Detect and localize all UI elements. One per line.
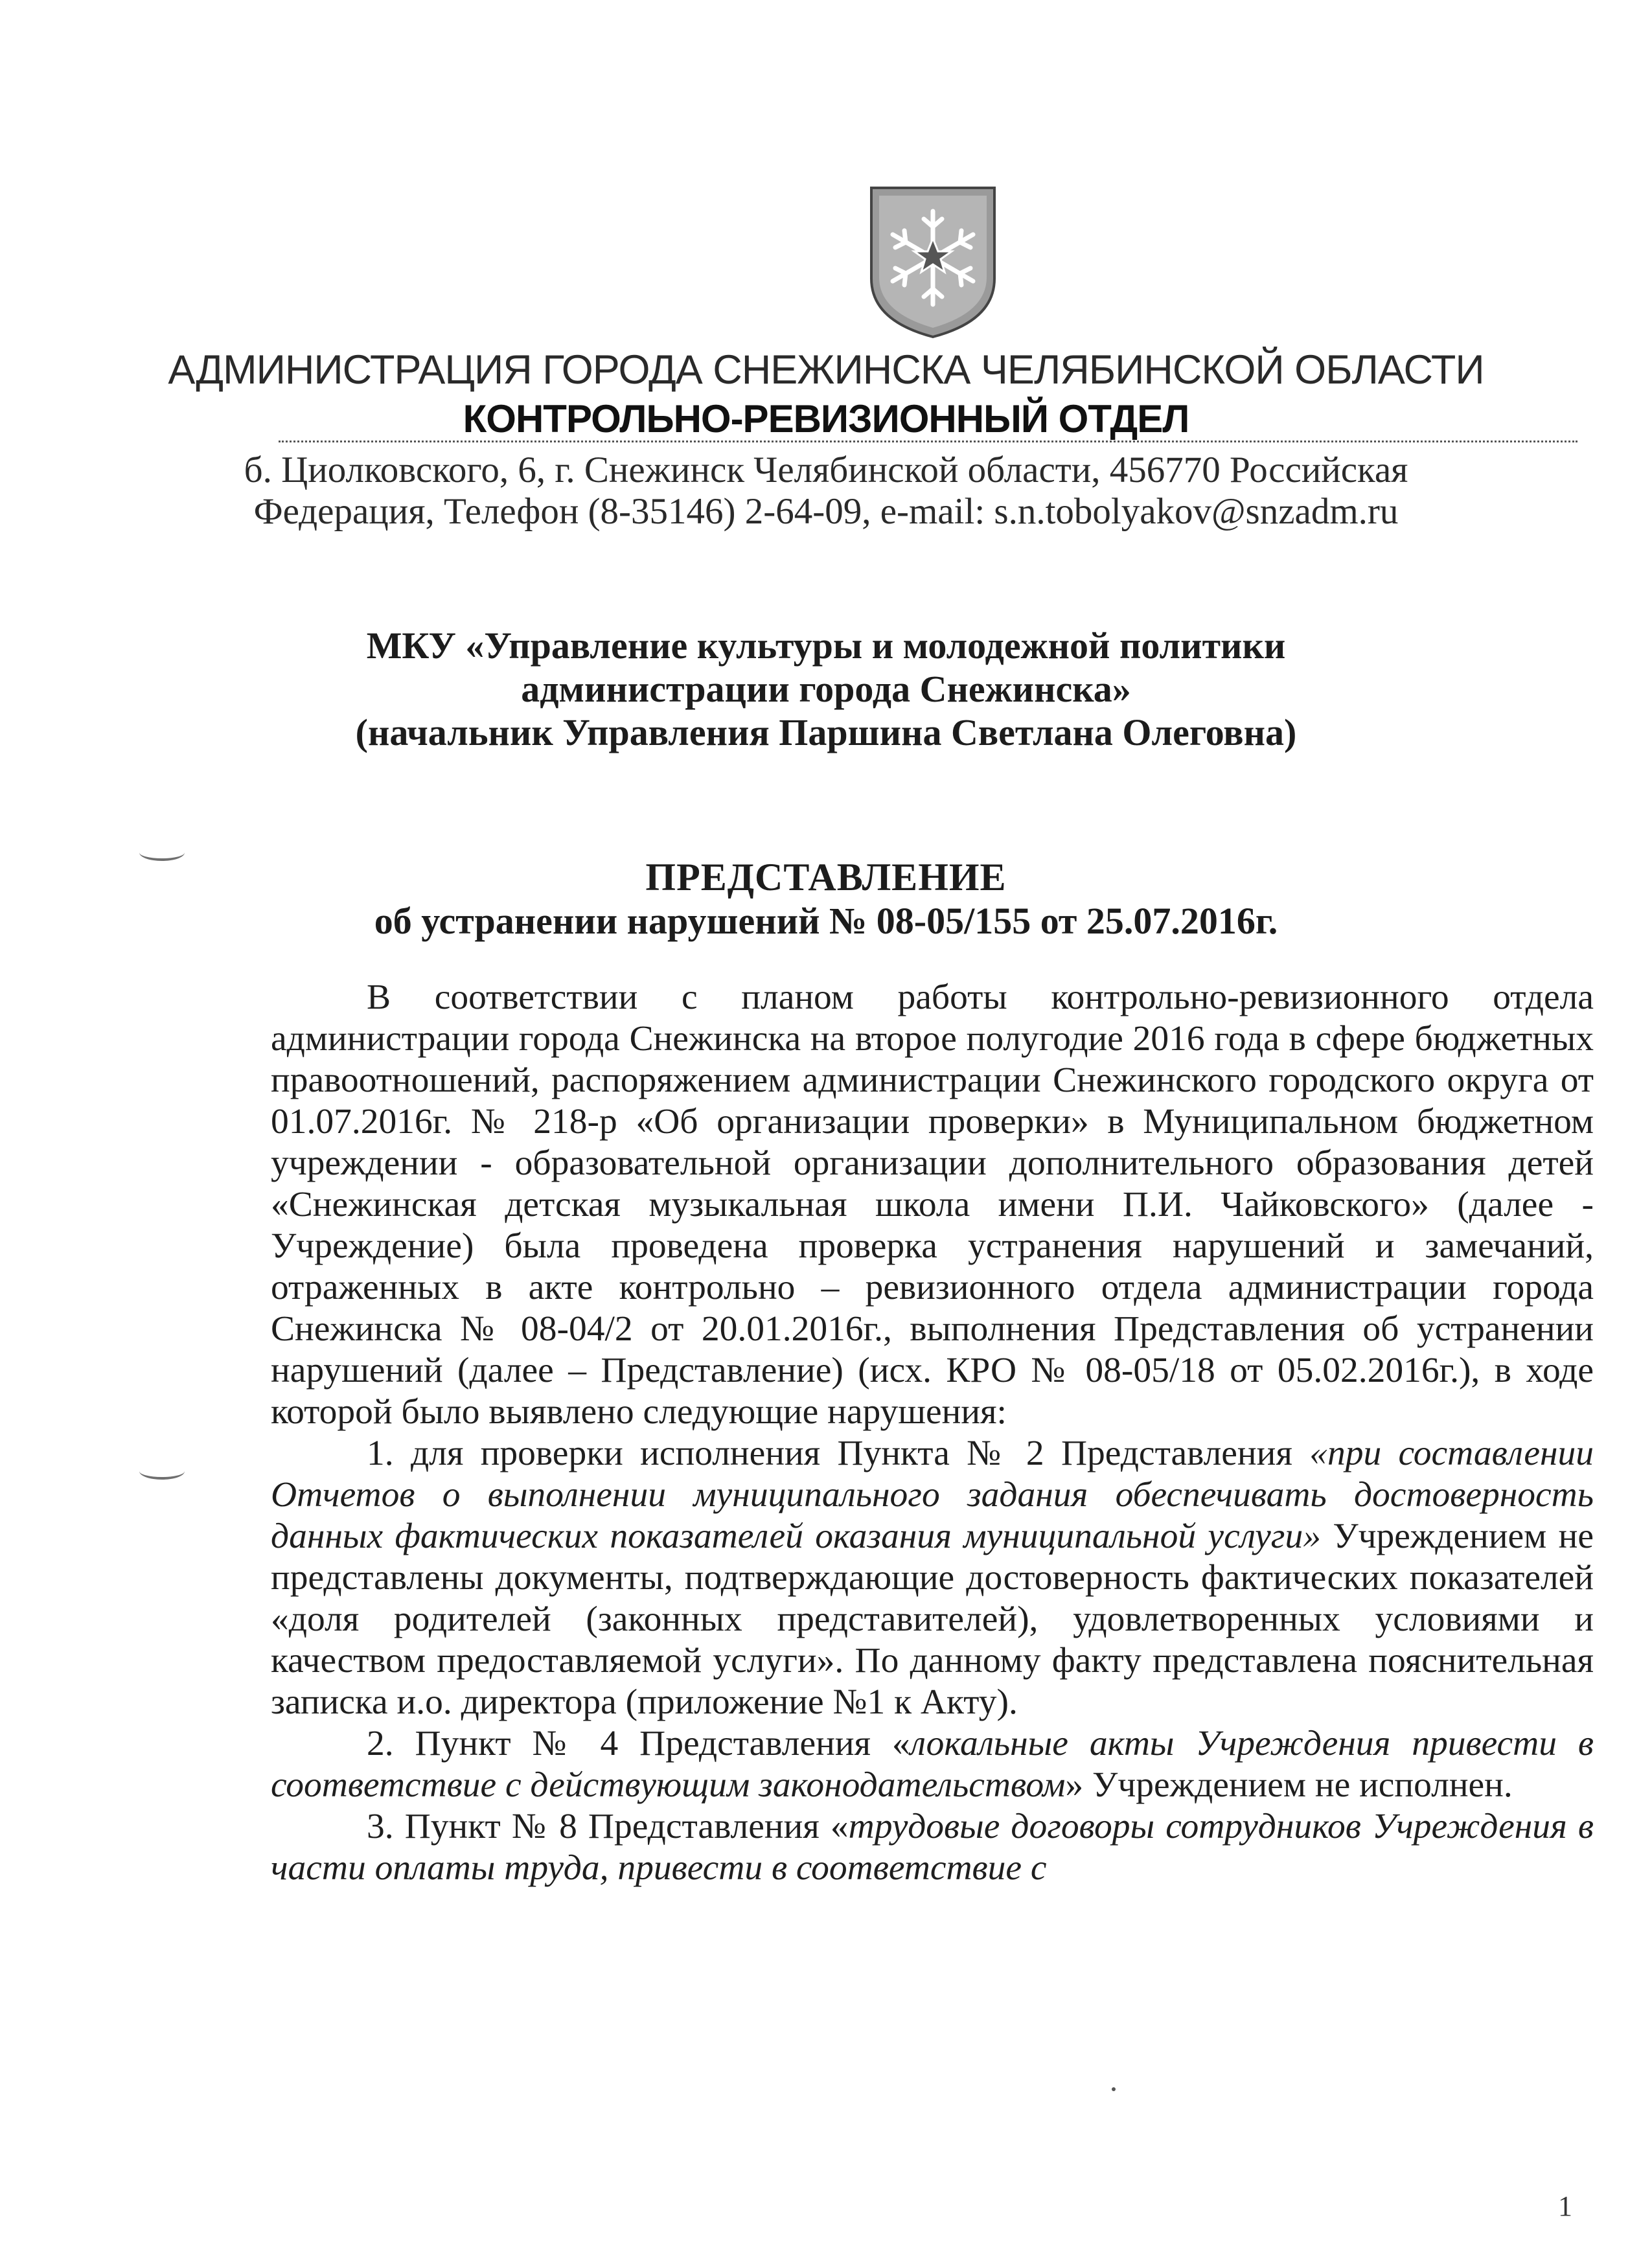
addressee-line-1: МКУ «Управление культуры и молодежной политики: [366, 624, 1286, 667]
scan-mark: [139, 1463, 185, 1480]
addressee-block: [0, 624, 1652, 754]
item-2-rest: » Учреждением не исполнен.: [1065, 1765, 1513, 1805]
item-2-paragraph: [271, 1723, 1594, 1806]
department-title: КОНТРОЛЬНО-РЕВИЗИОННЫЙ ОТДЕЛ: [463, 397, 1189, 441]
item-1-rest: Учреждением не представлены документы, подтверждающие достоверность фактических показателей «доля родителей (законных представителей), удовлетворенных условиями и качеством предоставляемой услуги». По данному факту представлена пояснительная записка и.о. директора (приложение №1 к Акту).: [271, 1517, 1594, 1722]
intro-paragraph: В соответствии с планом работы контрольно-ревизионного отдела администрации города Снежинска на второе полугодие 2016 года в сфере бюджетных правоотношений, распоряжением администрации Снежинского городского округа от 01.07.2016г. № 218-р «Об организации проверки» в Муниципальном бюджетном учреждении - образовательной организации дополнительного образования детей «Снежинская детская музыкальная школа имени П.И. Чайковского» (далее - Учреждение) была проведена проверка устранения нарушений и замечаний, отраженных в акте контрольно – ревизионного отдела администрации города Снежинска № 08-04/2 от 20.01.2016г., выполнения Представления об устранении нарушений (далее – Представление) (исх. КРО № 08-05/18 от 05.02.2016г.), в ходе которой было выявлено следующие нарушения:: [271, 978, 1594, 1432]
item-1-paragraph: [271, 1433, 1594, 1723]
addressee-line-2: администрации города Снежинска»: [521, 668, 1131, 710]
organization-title: АДМИНИСТРАЦИЯ ГОРОДА СНЕЖИНСКА ЧЕЛЯБИНСКОЙ ОБЛАСТИ: [168, 347, 1484, 393]
item-1-prefix: 1. для проверки исполнения Пункта № 2 Представления: [367, 1434, 1310, 1473]
addressee-line-3: (начальник Управления Паршина Светлана Олеговна): [355, 711, 1297, 753]
coat-of-arms-icon: [865, 181, 1001, 340]
scan-mark: [139, 844, 185, 861]
item-1-quote: «при составлении Отчетов о выполнении муниципального задания обеспечивать достоверность данных фактических показателей оказания муниципальной услуги»: [271, 1434, 1594, 1556]
item-2-prefix: 2. Пункт № 4 Представления «: [367, 1724, 910, 1763]
item-3-paragraph: [271, 1806, 1594, 1889]
page-number: 1: [1558, 2190, 1572, 2222]
item-3-prefix: 3. Пункт № 8 Представления «: [367, 1807, 849, 1846]
document-subtitle: об устранении нарушений № 08-05/155 от 25.07.2016г.: [374, 900, 1278, 942]
address-line-2: Федерация, Телефон (8-35146) 2-64-09, e-mail: s.n.tobolyakov@snzadm.ru: [253, 491, 1399, 532]
item-3-quote: трудовые договоры сотрудников Учреждения в части оплаты труда, привести в соответствие с: [271, 1807, 1594, 1888]
header-divider: [279, 441, 1577, 442]
document-title: ПРЕДСТАВЛЕНИЕ: [645, 856, 1007, 899]
scan-dot: [1112, 2087, 1116, 2091]
address-line-1: б. Циолковского, 6, г. Снежинск Челябинской области, 456770 Российская: [244, 450, 1408, 490]
document-body: [271, 977, 1594, 1889]
item-2-quote: локальные акты Учреждения привести в соответствие с действующим законодательством: [271, 1724, 1594, 1805]
